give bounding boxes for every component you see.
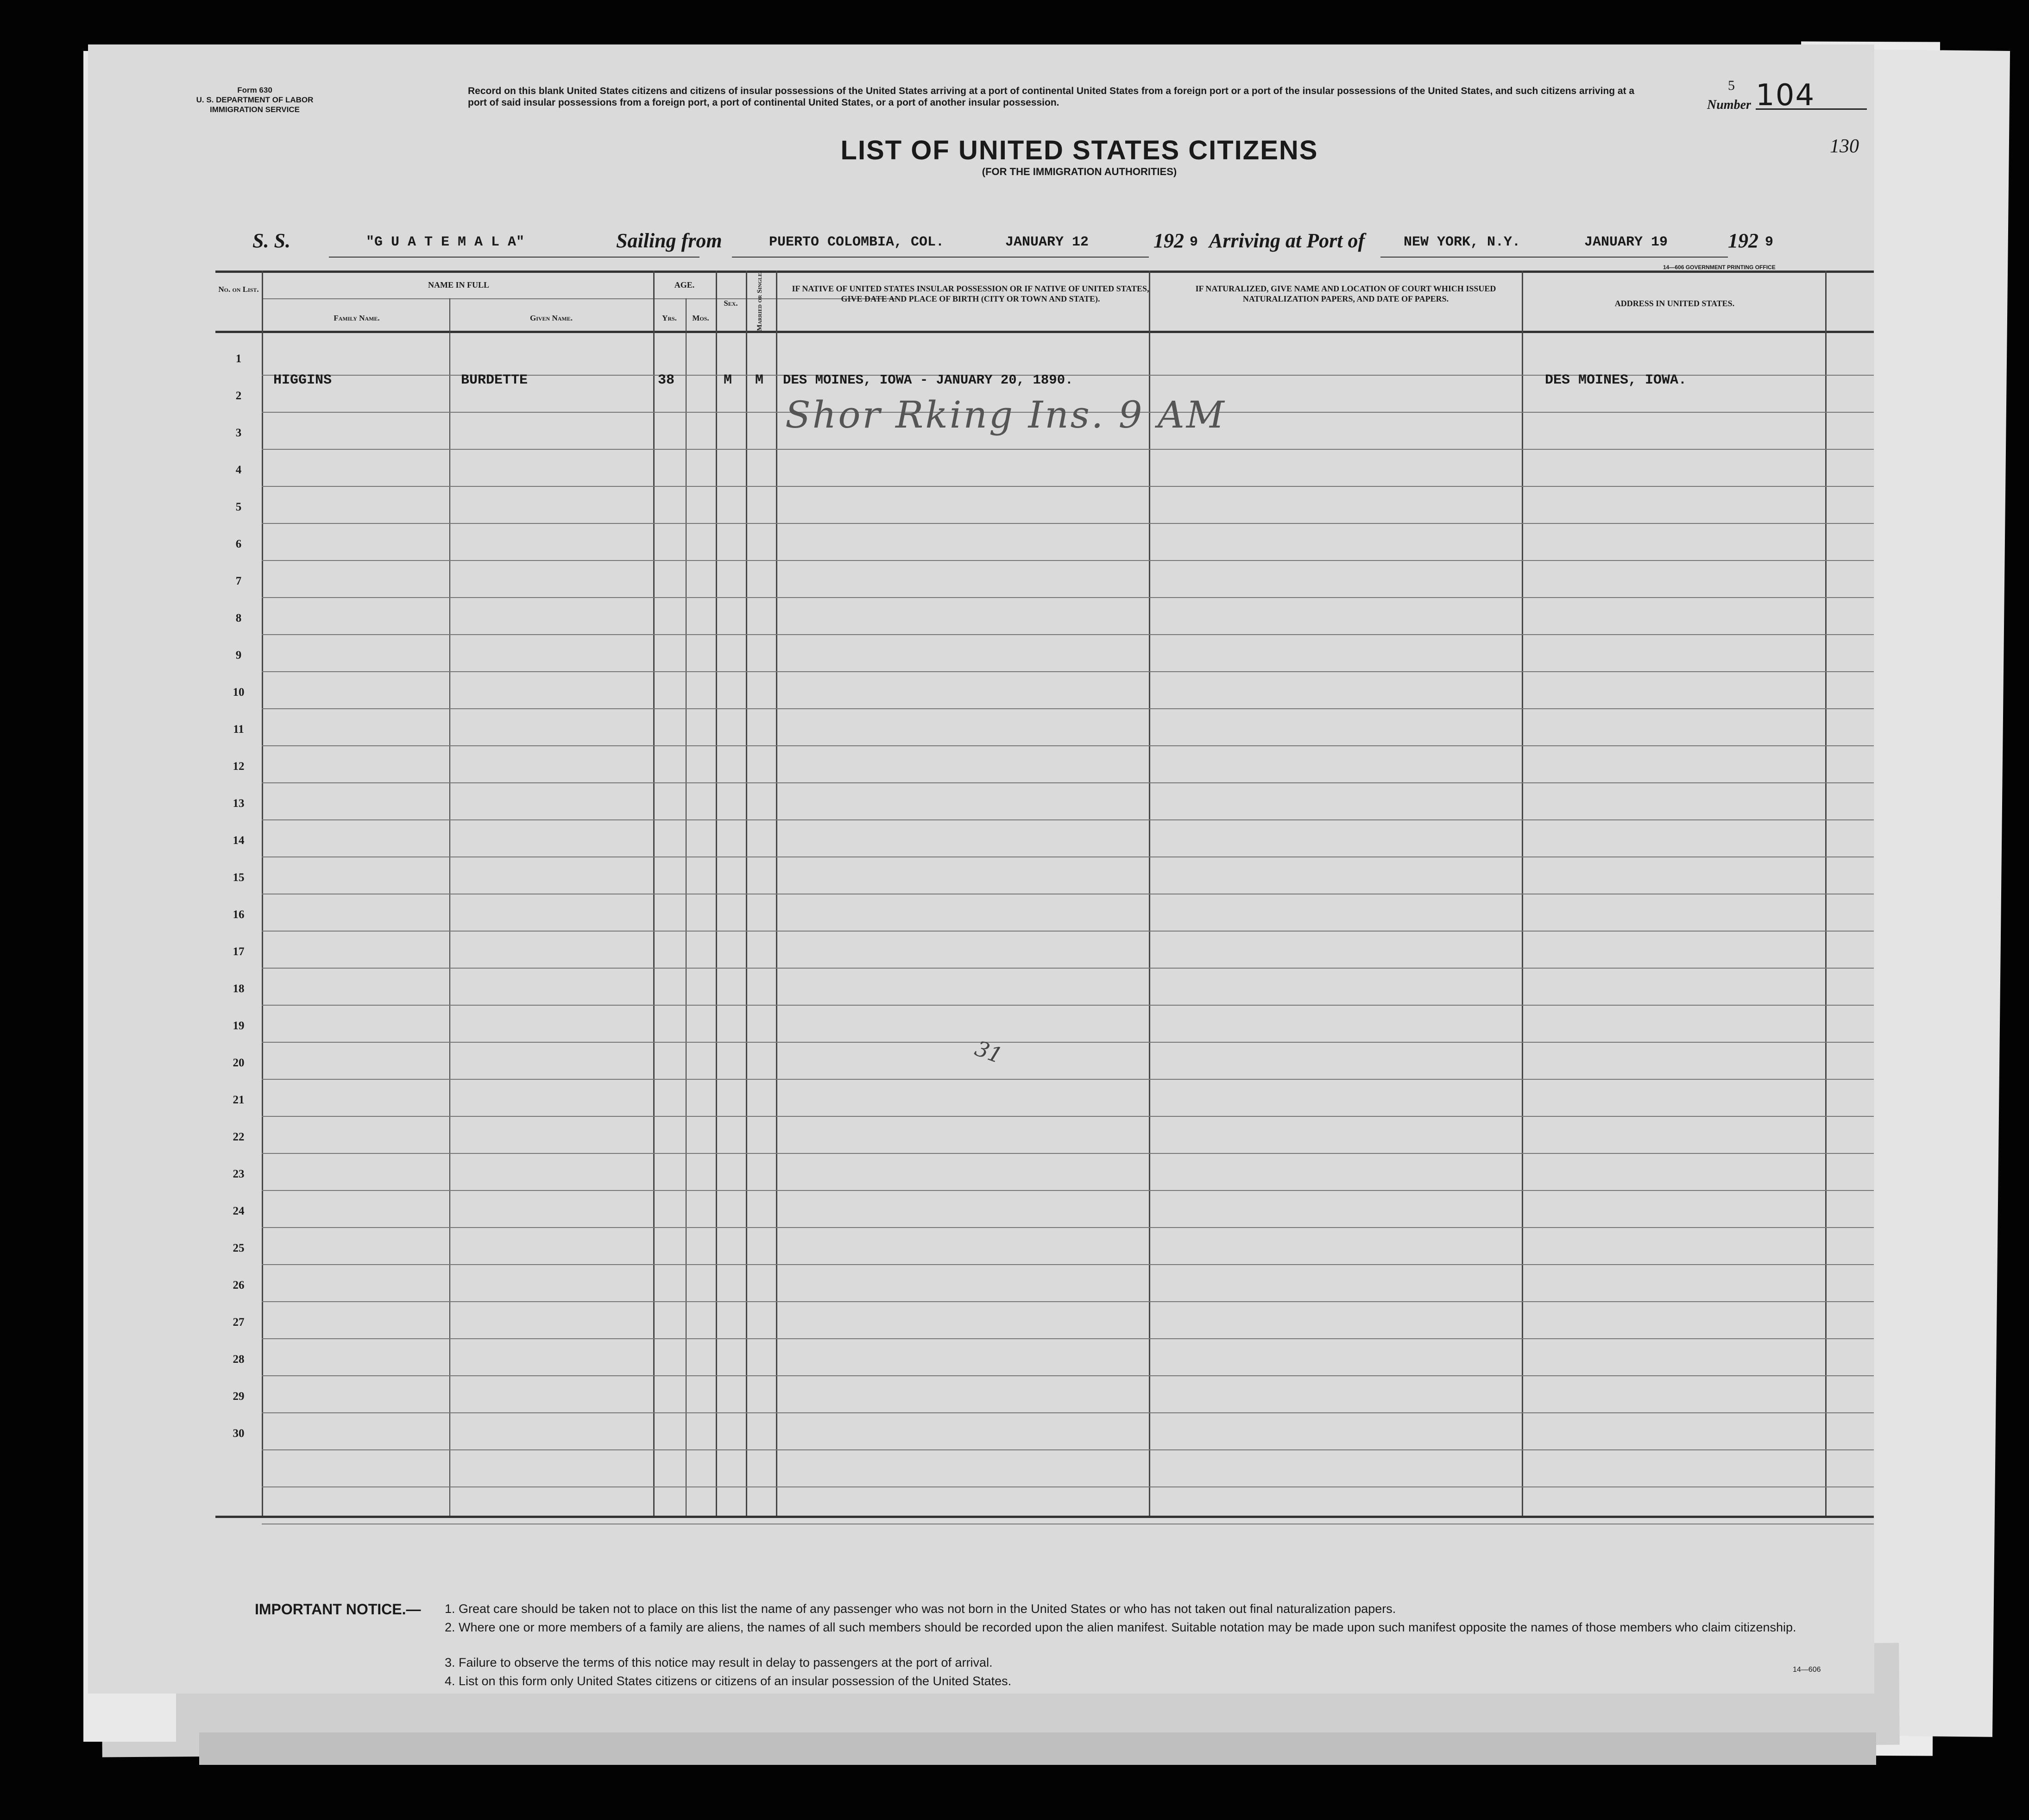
row-number: 28: [233, 1353, 245, 1366]
footer-code: 14—606: [1793, 1666, 1821, 1674]
row-number: 12: [233, 760, 245, 773]
list-number: 104: [1756, 81, 1867, 110]
row-number: 24: [233, 1205, 245, 1217]
arriving-year-prefix: 192: [1728, 229, 1758, 252]
row-rule: [262, 1190, 1874, 1191]
vrule: [686, 298, 687, 1517]
row-rule: [262, 486, 1874, 487]
col-address: ADDRESS IN UNITED STATES.: [1614, 299, 1735, 308]
record-instruction: Record on this blank United States citizens and citizens of insular possessions of the United States arriving at a port of continental United States from a foreign port or a port of the insular possessions of the United States, and such citizens arriving at a port of said insular possessions from a foreign port, a port of continental United States, or a port of another insular possession.: [468, 86, 1635, 108]
row-rule: [262, 523, 1874, 524]
sailing-year-suffix: 9: [1190, 234, 1198, 250]
row-rule: [262, 708, 1874, 709]
notice-item-1: 1. Great care should be taken not to place on this list the name of any passenger who was not born in the United States or who has not taken out final naturalization papers.: [445, 1602, 1396, 1616]
arriving-label: Arriving at Port of: [1209, 229, 1365, 252]
page-number: 130: [1830, 136, 1859, 157]
row-number: 30: [233, 1427, 245, 1440]
col-no: No. on List.: [218, 285, 259, 294]
row-rule: [262, 1042, 1874, 1043]
col-native: IF NATIVE OF UNITED STATES INSULAR POSSESSION OR IF NATIVE OF UNITED STATES, GIVE DATE AND PLACE OF BIRTH (CITY OR TOWN AND STATE).: [792, 284, 1149, 303]
entry-family-name: HIGGINS: [273, 372, 332, 388]
entry-age-yrs: 38: [658, 372, 675, 388]
ss-label: S. S.: [252, 229, 290, 252]
sailing-date-underline: [996, 257, 1149, 258]
notice-item-4: 4. List on this form only United States citizens or citizens of an insular possession of the United States.: [445, 1674, 1012, 1688]
row-number: 29: [233, 1390, 245, 1403]
form-id-block: [195, 85, 315, 114]
row-number: 2: [235, 390, 242, 402]
manifest-sheet: [88, 44, 1874, 1694]
row-rule: [262, 1301, 1874, 1302]
row-number: 22: [233, 1131, 245, 1143]
arriving-date: JANUARY 19: [1584, 234, 1668, 250]
row-number: 14: [233, 834, 245, 847]
ship-underline: [329, 257, 699, 258]
table-bottom-rule: [215, 1516, 1874, 1518]
table-top-rule: [215, 271, 1874, 273]
sailing-date: JANUARY 12: [1005, 234, 1089, 250]
row-rule: [262, 597, 1874, 598]
arriving-port: NEW YORK, N.Y.: [1404, 234, 1521, 250]
row-rule: [262, 449, 1874, 450]
row-number: 23: [233, 1168, 245, 1180]
row-rule: [262, 1486, 1874, 1487]
col-naturalized: IF NATURALIZED, GIVE NAME AND LOCATION OF COURT WHICH ISSUED NATURALIZATION PAPERS, AND DATE OF PAPERS.: [1195, 284, 1496, 303]
col-sex: Sex.: [724, 299, 738, 308]
row-rule: [262, 560, 1874, 561]
gpo-code: 14—606 GOVERNMENT PRINTING OFFICE: [1663, 264, 1776, 271]
paper-stack-edge: [199, 1732, 1876, 1765]
row-rule: [262, 968, 1874, 969]
entry-sex: M: [724, 372, 732, 388]
row-number: 1: [235, 353, 242, 365]
row-number: 9: [235, 649, 242, 661]
row-rule: [262, 671, 1874, 672]
service-name: IMMIGRATION SERVICE: [210, 105, 300, 114]
sailing-port-underline: [732, 257, 996, 258]
entry-married: M: [755, 372, 764, 388]
row-number: 18: [233, 982, 245, 995]
header-bottom-rule: [215, 331, 1874, 333]
col-name-in-full: NAME IN FULL: [428, 280, 489, 290]
page-subtitle: (FOR THE IMMIGRATION AUTHORITIES): [982, 166, 1177, 177]
page-title: LIST OF UNITED STATES CITIZENS: [840, 135, 1318, 165]
row-number: 3: [235, 427, 242, 439]
row-rule: [262, 931, 1874, 932]
row-rule: [262, 1116, 1874, 1117]
entry-given-name: BURDETTE: [461, 372, 528, 388]
col-yrs: Yrs.: [662, 314, 677, 322]
row-number: 27: [233, 1316, 245, 1329]
row-number: 11: [233, 723, 244, 736]
row-number: 8: [235, 612, 242, 624]
sailing-port: PUERTO COLOMBIA, COL.: [769, 234, 945, 250]
row-number: 16: [233, 908, 245, 921]
entry-address: DES MOINES, IOWA.: [1545, 372, 1687, 388]
row-rule: [262, 745, 1874, 746]
ship-name: "G U A T E M A L A": [366, 234, 525, 250]
vrule: [449, 298, 450, 1517]
row-rule: [262, 1227, 1874, 1228]
number-small: 5: [1728, 78, 1735, 93]
department-name: U. S. DEPARTMENT OF LABOR: [196, 95, 314, 104]
row-number: 26: [233, 1279, 245, 1291]
row-rule: [262, 856, 1874, 857]
notice-item-2: 2. Where one or more members of a family are aliens, the names of all such members should be recorded upon the alien manifest. Suitable notation may be made upon such manifest opposite the names of those members who claim citizenship.: [445, 1620, 1796, 1634]
passenger-table: [215, 271, 1874, 1517]
row-rule: [262, 1005, 1874, 1006]
row-number: 13: [233, 797, 245, 810]
row-number: 5: [235, 501, 242, 513]
form-number: Form 630: [237, 86, 272, 94]
row-number: 20: [233, 1057, 245, 1069]
col-family-name: Family Name.: [334, 314, 380, 322]
row-number: 15: [233, 871, 245, 884]
col-age: AGE.: [674, 280, 695, 290]
sailing-label: Sailing from: [616, 229, 722, 252]
row-rule: [262, 1449, 1874, 1450]
entry-birth: DES MOINES, IOWA - JANUARY 20, 1890.: [783, 372, 1073, 388]
row-number: 6: [235, 538, 242, 550]
row-rule: [262, 819, 1874, 820]
row-rule: [262, 1338, 1874, 1339]
row-rule: [262, 1375, 1874, 1376]
col-mos: Mos.: [692, 314, 709, 322]
notice-item-3: 3. Failure to observe the terms of this notice may result in delay to passengers at the port of arrival.: [445, 1656, 993, 1669]
row-number: 21: [233, 1094, 245, 1106]
row-rule: [262, 782, 1874, 783]
handwritten-note: Shor Rking Ins. 9 AM: [785, 393, 1226, 436]
row-rule: [262, 1153, 1874, 1154]
notice-heading: IMPORTANT NOTICE.—: [255, 1601, 421, 1618]
sailing-year-prefix: 192: [1153, 229, 1184, 252]
row-number: 17: [233, 945, 245, 958]
row-rule: [262, 634, 1874, 635]
row-number: 10: [233, 686, 245, 699]
row-number: 7: [235, 575, 242, 587]
row-number: 19: [233, 1020, 245, 1032]
number-label: Number: [1707, 98, 1751, 112]
row-number: 25: [233, 1242, 245, 1254]
row-rule: [262, 1264, 1874, 1265]
stamp-number: 31: [971, 1035, 1006, 1069]
col-given-name: Given Name.: [529, 314, 573, 322]
row-rule: [262, 1079, 1874, 1080]
row-number: 4: [235, 464, 242, 476]
arriving-year-suffix: 9: [1765, 234, 1774, 250]
arriving-date-underline: [1575, 257, 1728, 258]
col-married: Married or Single.: [756, 271, 763, 331]
row-rule: [262, 1412, 1874, 1413]
